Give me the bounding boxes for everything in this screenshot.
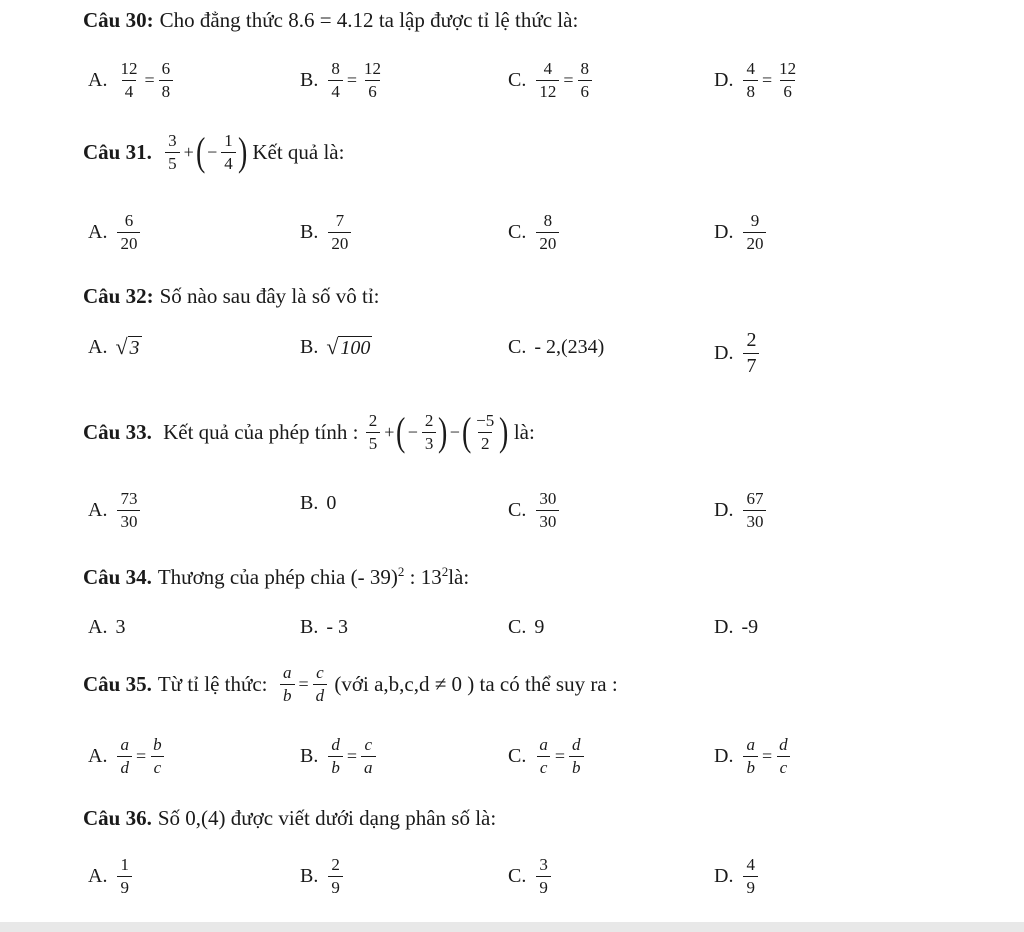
fraction: $\frac{8}{20}$ <box>536 212 559 253</box>
expression: (- 39)$^2$ : $13^2$ <box>350 564 449 589</box>
fraction: $\frac{2}{7}$ <box>743 330 759 377</box>
fraction: $\frac{a}{b}$ <box>743 736 758 777</box>
fraction: $\frac{3}{9}$ <box>536 856 551 897</box>
option-36-b[interactable]: B. $\frac{2}{9}$ <box>300 856 345 897</box>
fraction: $\frac{73}{30}$ <box>117 490 140 531</box>
fraction: $\frac{6}{20}$ <box>117 212 140 253</box>
question-number: Câu 36. <box>83 806 152 830</box>
fraction: $\frac{-5}{2}$ <box>476 411 495 453</box>
fraction: $\frac{2}{9}$ <box>328 856 343 897</box>
equation: 8.6 = 4.12 <box>288 8 374 32</box>
fraction: $\frac{a}{b}$ <box>280 664 295 705</box>
question-text: (với a,b,c,d ≠ 0 ) ta có thể suy ra : <box>334 671 618 696</box>
fraction: $\frac{1}{9}$ <box>117 856 132 897</box>
option-36-c[interactable]: C. $\frac{3}{9}$ <box>508 856 553 897</box>
question-number: Câu 31. <box>83 139 152 164</box>
question-32 <box>83 284 380 309</box>
option-32-a[interactable]: A. √ 3 <box>88 334 140 359</box>
question-text: Từ tỉ lệ thức: <box>157 671 268 696</box>
option-34-c[interactable]: C. 9 <box>508 616 545 638</box>
option-34-b[interactable]: B. - 3 <box>300 616 349 638</box>
fraction: $\frac{d}{b}$ <box>569 736 584 777</box>
question-text: là: <box>448 564 470 589</box>
fraction: $\frac{12}{4}$ <box>120 59 138 101</box>
option-36-d[interactable]: D. $\frac{4}{9}$ <box>714 856 760 897</box>
option-33-b[interactable]: B. 0 <box>300 492 337 514</box>
question-text: Kết quả là: <box>252 139 345 164</box>
option-35-a[interactable]: A. $\frac{a}{d}$ = $\frac{b}{c}$ <box>88 736 167 777</box>
option-35-c[interactable]: C. $\frac{a}{c}$ = $\frac{d}{b}$ <box>508 736 586 777</box>
fraction: $\frac{d}{b}$ <box>328 736 343 777</box>
option-36-a[interactable]: A. $\frac{1}{9}$ <box>88 856 134 897</box>
question-text: là: <box>513 419 535 444</box>
option-30-c[interactable]: C. $\frac{4}{12}$ = $\frac{8}{6}$ <box>508 60 594 101</box>
option-32-b[interactable]: B. √ 100 <box>300 334 371 359</box>
question-text: Số nào sau đây là số vô tỉ: <box>159 284 380 308</box>
option-30-b[interactable]: B. $\frac{8}{4}$ = $\frac{12}{6}$ <box>300 60 386 101</box>
question-31: Câu 31. $\frac{3}{5}$ + ( − $\frac{1}{4}$ ) Kết quả là: <box>83 129 345 175</box>
option-33-c[interactable]: C. $\frac{30}{30}$ <box>508 490 561 531</box>
fraction: $\frac{67}{30}$ <box>743 490 766 531</box>
question-number: Câu 30: <box>83 8 154 32</box>
question-text: Kết quả của phép tính : <box>163 419 359 444</box>
option-31-d[interactable]: D. $\frac{9}{20}$ <box>714 212 768 253</box>
question-number: Câu 35. <box>83 671 152 696</box>
option-35-d[interactable]: D. $\frac{a}{b}$ = $\frac{d}{c}$ <box>714 736 793 777</box>
question-33: Câu 33. Kết quả của phép tính : $\frac{2}{5}$ + ( − $\frac{2}{3}$ ) − ( $\frac{-5}{2}$ ) là: <box>83 409 535 455</box>
question-text: Cho đẳng thức <box>159 8 283 32</box>
fraction: $\frac{9}{20}$ <box>743 212 766 253</box>
fraction: $\frac{3}{5}$ <box>165 132 180 173</box>
fraction: $\frac{4}{9}$ <box>743 856 758 897</box>
question-number: Câu 34. <box>83 564 152 589</box>
question-number: Câu 32: <box>83 284 154 308</box>
fraction: $\frac{8}{4}$ <box>328 60 343 101</box>
option-31-b[interactable]: B. $\frac{7}{20}$ <box>300 212 353 253</box>
fraction: $\frac{c}{d}$ <box>313 664 328 705</box>
question-34 <box>83 564 469 590</box>
option-31-c[interactable]: C. $\frac{8}{20}$ <box>508 212 561 253</box>
option-30-a[interactable]: A. $\frac{12}{4}$ = $\frac{6}{8}$ <box>88 60 175 101</box>
fraction: $\frac{4}{8}$ <box>743 60 758 101</box>
fraction: $\frac{a}{c}$ <box>536 736 551 777</box>
question-30 <box>83 8 578 33</box>
fraction: $\frac{30}{30}$ <box>536 490 559 531</box>
fraction: $\frac{2}{3}$ <box>422 412 437 453</box>
fraction: $\frac{d}{c}$ <box>776 736 791 777</box>
fraction: $\frac{12}{6}$ <box>364 59 381 101</box>
fraction: $\frac{12}{6}$ <box>779 59 797 101</box>
question-36 <box>83 806 496 831</box>
page-bottom-edge <box>0 922 1024 932</box>
option-34-d[interactable]: D. -9 <box>714 616 759 638</box>
option-33-d[interactable]: D. $\frac{67}{30}$ <box>714 490 768 531</box>
fraction: $\frac{c}{a}$ <box>361 736 376 777</box>
option-35-b[interactable]: B. $\frac{d}{b}$ = $\frac{c}{a}$ <box>300 736 378 777</box>
option-31-a[interactable]: A. $\frac{6}{20}$ <box>88 212 142 253</box>
fraction: $\frac{6}{8}$ <box>159 60 174 101</box>
fraction: $\frac{b}{c}$ <box>150 736 165 777</box>
question-number: Câu 33. <box>83 419 152 444</box>
fraction: $\frac{2}{5}$ <box>366 412 381 453</box>
question-text: ta lập được tỉ lệ thức là: <box>378 8 579 32</box>
option-33-a[interactable]: A. $\frac{73}{30}$ <box>88 490 142 531</box>
fraction: $\frac{7}{20}$ <box>328 212 351 253</box>
fraction: $\frac{a}{d}$ <box>117 736 132 777</box>
option-34-a[interactable]: A. 3 <box>88 616 126 638</box>
option-30-d[interactable]: D. $\frac{4}{8}$ = $\frac{12}{6}$ <box>714 60 801 101</box>
fraction: $\frac{1}{4}$ <box>221 132 236 173</box>
option-32-c[interactable]: C. - 2,(234) <box>508 336 605 358</box>
fraction: $\frac{8}{6}$ <box>578 60 593 101</box>
question-35: Câu 35. Từ tỉ lệ thức: $\frac{a}{b}$ = $\frac{c}{d}$ (với a,b,c,d ≠ 0 ) ta có thể suy ra : <box>83 663 618 705</box>
question-text: Số 0,(4) được viết dưới dạng phân số là: <box>157 806 497 830</box>
square-root: √ 3 <box>115 334 140 359</box>
question-text: Thương của phép chia <box>157 564 346 589</box>
option-32-d[interactable]: D. $\frac{2}{7}$ <box>714 330 761 377</box>
fraction: $\frac{4}{12}$ <box>536 60 559 101</box>
square-root: √ 100 <box>326 334 371 359</box>
